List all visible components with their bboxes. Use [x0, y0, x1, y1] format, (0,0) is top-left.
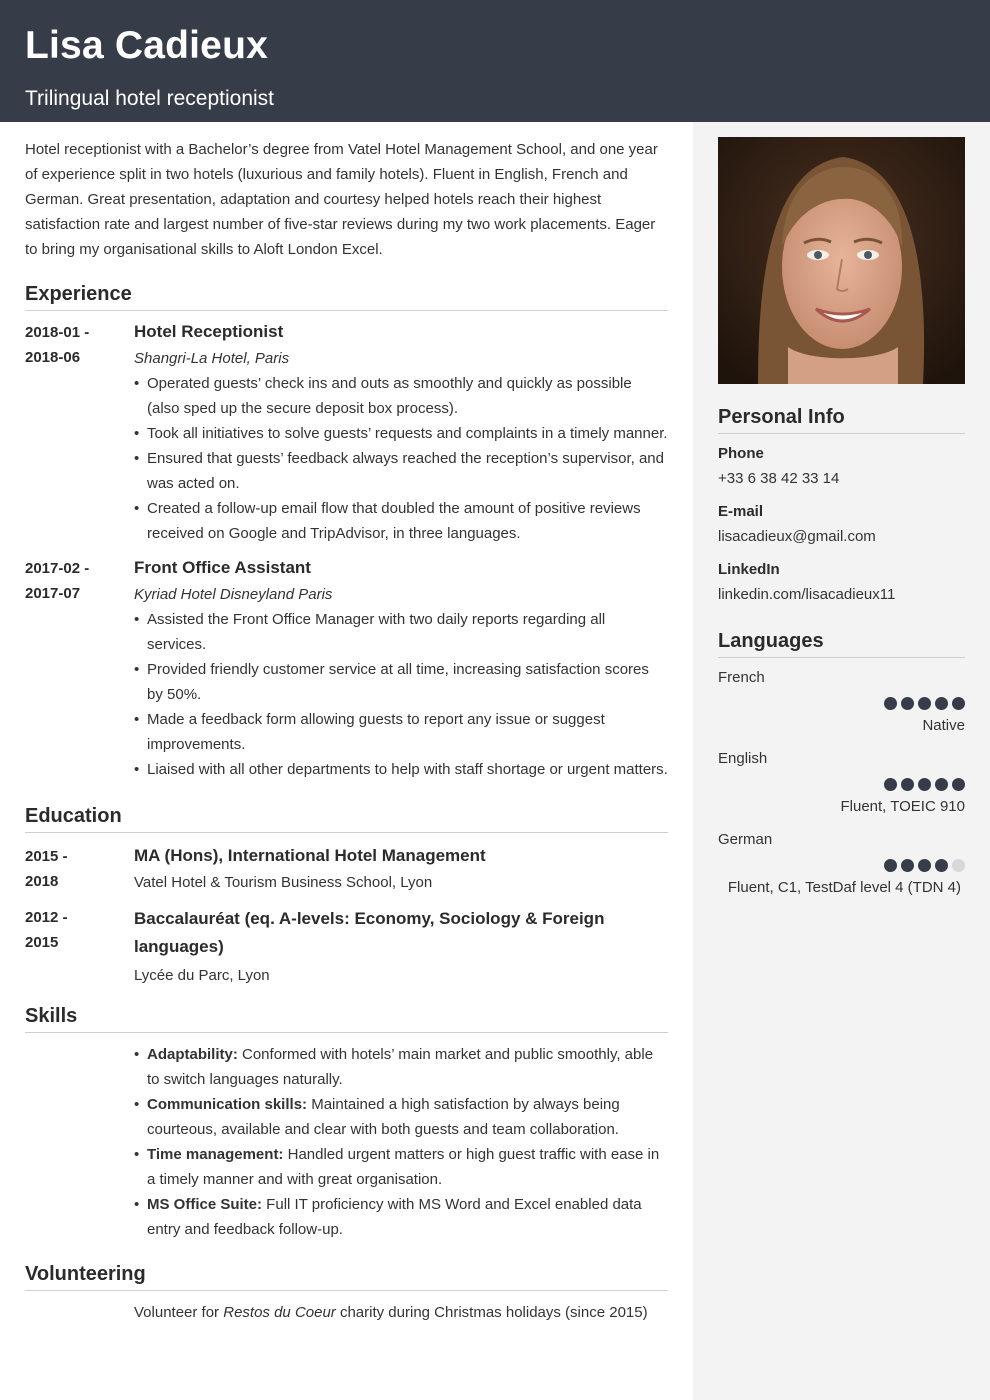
date-end: 2018	[25, 873, 59, 890]
rating-dot-filled	[952, 778, 965, 791]
rating-dot-filled	[901, 859, 914, 872]
rating-dot-filled	[918, 859, 931, 872]
duty-item: • Created a follow-up email flow that doubled the amount of positive reviews received on Google and TripAdvisor, in three languages.	[134, 496, 668, 546]
date-end: 2018-06	[25, 349, 81, 366]
date-end: 2017-07	[25, 585, 81, 602]
profile-photo	[718, 137, 965, 384]
skill-name: Adaptability:	[147, 1046, 238, 1063]
duty-item: • Made a feedback form allowing guests to report any issue or suggest improvements.	[134, 707, 668, 757]
rating-dot-filled	[952, 697, 965, 710]
experience-date	[25, 320, 125, 370]
volunteer-suffix: charity during Christmas holidays (since 2015)	[335, 1304, 648, 1321]
language-rating	[884, 778, 965, 791]
education-date	[25, 844, 125, 894]
languages-heading: Languages	[718, 629, 965, 658]
duty-item: • Operated guests’ check ins and outs as smoothly and quickly as possible (also sped up the secure deposit box process).	[134, 371, 668, 421]
phone-value: +33 6 38 42 33 14	[718, 470, 840, 487]
language-rating	[884, 697, 965, 710]
skill-name: Communication skills:	[147, 1096, 308, 1113]
language-level: Native	[922, 717, 965, 734]
rating-dot-filled	[884, 778, 897, 791]
experience-heading: Experience	[25, 282, 668, 311]
skill-description: Handled urgent matters or high guest traffic with ease in a timely manner and with great organisation.	[147, 1146, 660, 1188]
job-role: Hotel Receptionist	[134, 322, 284, 341]
duty-item: • Assisted the Front Office Manager with two daily reports regarding all services.	[134, 607, 668, 657]
skill-description: Conformed with hotels’ main market and public smoothly, able to switch languages naturally.	[147, 1046, 654, 1088]
date-start: 2015 -	[25, 848, 68, 865]
duty-item: • Ensured that guests’ feedback always reached the reception’s supervisor, and was acted on.	[134, 446, 668, 496]
skill-item	[134, 1042, 668, 1092]
job-employer: Kyriad Hotel Disneyland Paris	[134, 586, 333, 603]
personal-info-heading: Personal Info	[718, 405, 965, 434]
job-duties	[134, 371, 668, 546]
language-name: English	[718, 750, 768, 767]
language-name: German	[718, 831, 773, 848]
rating-dot-filled	[935, 778, 948, 791]
email-label: E-mail	[718, 503, 764, 520]
education-heading: Education	[25, 804, 668, 833]
rating-dot-filled	[918, 778, 931, 791]
duty-item: • Provided friendly customer service at all time, increasing satisfaction scores by 50%.	[134, 657, 668, 707]
candidate-name: Lisa Cadieux	[25, 24, 268, 67]
volunteer-prefix: Volunteer for	[134, 1304, 224, 1321]
skill-description: Full IT proficiency with MS Word and Excel enabled data entry and feedback follow-up.	[147, 1196, 642, 1238]
degree-title: Baccalauréat (eq. A-levels: Economy, Sociology & Foreign languages)	[134, 909, 605, 956]
portrait-image	[718, 137, 965, 384]
rating-dot-filled	[935, 697, 948, 710]
volunteer-charity: Restos du Coeur	[223, 1304, 336, 1321]
volunteering-heading: Volunteering	[25, 1262, 668, 1291]
degree-title: MA (Hons), International Hotel Management	[134, 846, 486, 865]
skill-name: Time management:	[147, 1146, 284, 1163]
rating-dot-filled	[884, 697, 897, 710]
job-employer: Shangri-La Hotel, Paris	[134, 350, 290, 367]
date-start: 2017-02 -	[25, 560, 90, 577]
email-value[interactable]: lisacadieux@gmail.com	[718, 528, 876, 545]
skills-heading: Skills	[25, 1004, 668, 1033]
duty-item: • Liaised with all other departments to help with staff shortage or urgent matters.	[134, 757, 668, 782]
phone-label: Phone	[718, 445, 764, 462]
rating-dot-filled	[884, 859, 897, 872]
language-name: French	[718, 669, 765, 686]
rating-dot-filled	[935, 859, 948, 872]
language-level: Fluent, TOEIC 910	[840, 798, 965, 815]
date-end: 2015	[25, 934, 59, 951]
date-start: 2012 -	[25, 909, 68, 926]
profile-summary: Hotel receptionist with a Bachelor’s degree from Vatel Hotel Management School, and one year of experience split in two hotels (luxurious and family hotels). Fluent in English, French and German. Great presentation, adaptation and courtesy helped hotels reach their highest satisfaction rate and largest number of five-star reviews during my two work placements. Eager to bring my organisational skills to Aloft London Excel.	[25, 141, 658, 258]
linkedin-label: LinkedIn	[718, 561, 780, 578]
rating-dot-filled	[901, 697, 914, 710]
linkedin-value[interactable]: linkedin.com/lisacadieux11	[718, 586, 896, 603]
experience-date	[25, 556, 125, 606]
rating-dot-filled	[918, 697, 931, 710]
rating-dot-empty	[952, 859, 965, 872]
skill-name: MS Office Suite:	[147, 1196, 263, 1213]
skills-list	[134, 1042, 668, 1242]
education-date	[25, 905, 125, 955]
language-level: Fluent, C1, TestDaf level 4 (TDN 4)	[727, 879, 961, 896]
skill-item	[134, 1092, 668, 1142]
skill-item	[134, 1192, 668, 1242]
resume-header	[0, 0, 990, 122]
job-role: Front Office Assistant	[134, 558, 311, 577]
candidate-title: Trilingual hotel receptionist	[25, 87, 275, 110]
duty-item: • Took all initiatives to solve guests’ requests and complaints in a timely manner.	[134, 421, 668, 446]
skill-item	[134, 1142, 668, 1192]
rating-dot-filled	[901, 778, 914, 791]
language-rating	[884, 859, 965, 872]
skill-description: Maintained a high satisfaction by always being courteous, available and clear with both guests and team collaboration.	[147, 1096, 620, 1138]
school-name: Vatel Hotel & Tourism Business School, Lyon	[134, 874, 433, 891]
school-name: Lycée du Parc, Lyon	[134, 967, 270, 984]
sidebar	[693, 122, 990, 1400]
job-duties	[134, 607, 668, 782]
date-start: 2018-01 -	[25, 324, 90, 341]
